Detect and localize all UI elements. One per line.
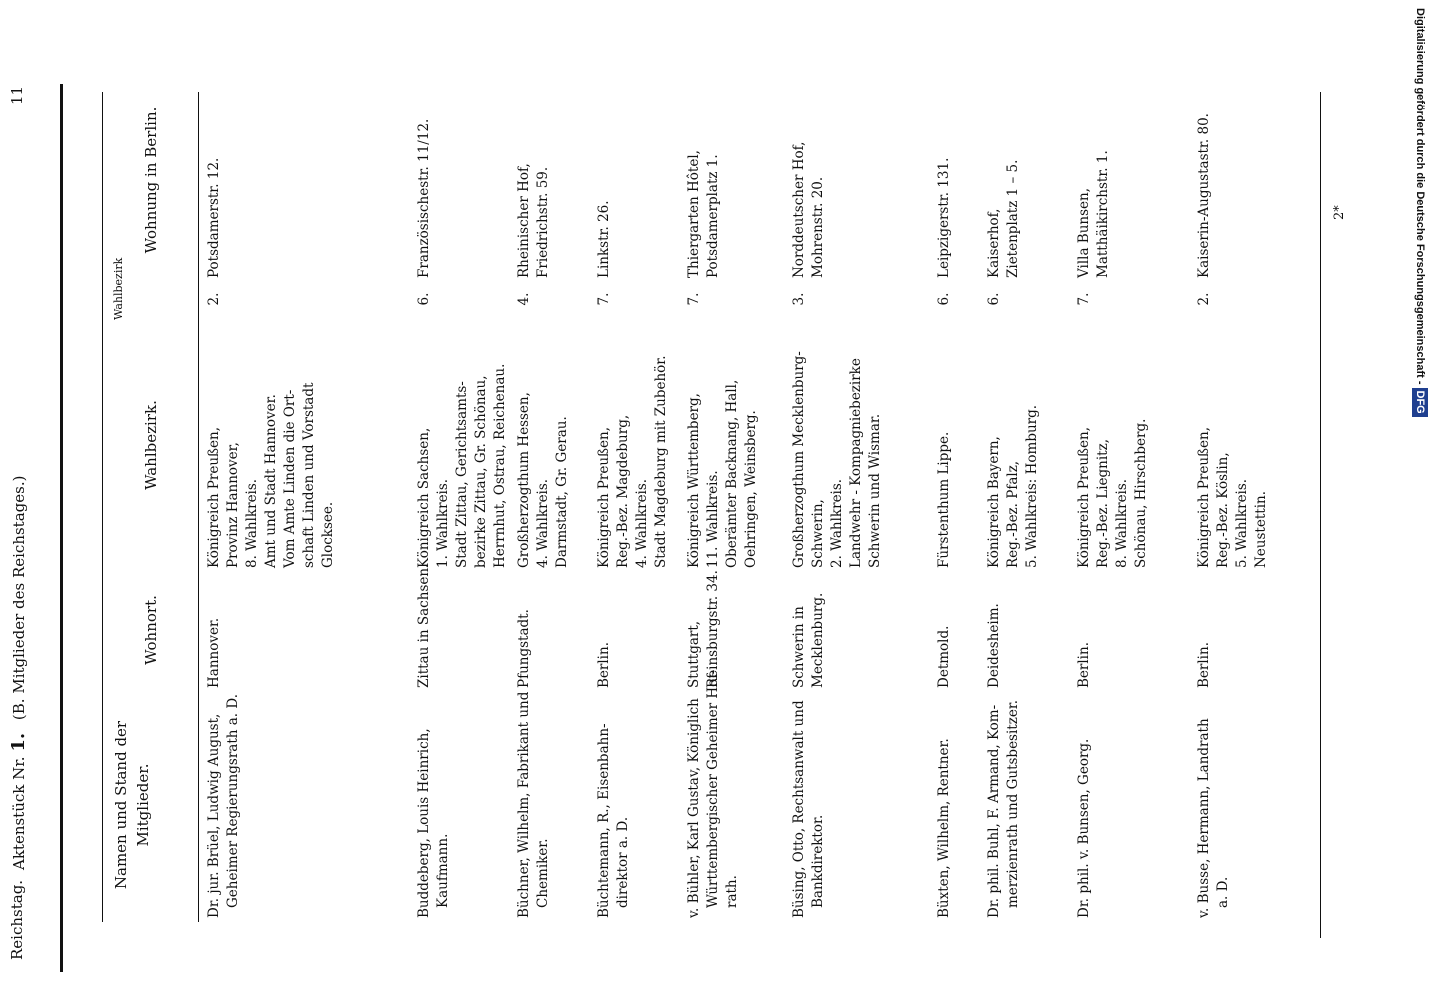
member-residence-line: Berlin. xyxy=(596,642,612,688)
member-district-line: Königreich Preußen, xyxy=(1196,426,1212,568)
member-residence-line: Hannover. xyxy=(206,617,222,688)
member-district-line: Königreich Bayern, xyxy=(986,436,1002,568)
member-district-number xyxy=(1075,282,1094,316)
member-district-line: schaft Linden und Vorstadt xyxy=(301,382,317,568)
member-residence-line: Deidesheim. xyxy=(986,603,1002,688)
member-berlin-address-line: Linkstr. 26. xyxy=(596,200,612,278)
running-head-left: Reichstag. xyxy=(8,879,26,960)
member-name-line: Bankdirektor. xyxy=(810,814,826,908)
member-residence-line: Mecklenburg. xyxy=(810,592,826,688)
member-residence xyxy=(1195,570,1214,688)
member-name-line: v. Busse, Hermann, Landrath xyxy=(1196,718,1212,918)
member-berlin-address-line: Mohrenstr. 20. xyxy=(810,176,826,278)
member-residence-line: Reinsburgstr. 34. xyxy=(705,570,721,688)
member-district-number xyxy=(415,282,434,316)
member-name-line: Büsing, Otto, Rechtsanwalt und xyxy=(791,700,807,918)
member-berlin-address-line: Friedrichstr. 59. xyxy=(535,166,551,278)
member-name-line: Chemiker. xyxy=(535,838,551,908)
member-name xyxy=(205,693,243,918)
member-district xyxy=(515,323,572,568)
member-berlin-address-line: Potsdamerplatz 1. xyxy=(705,154,721,278)
member-berlin-address-line: Potsdamerstr. 12. xyxy=(206,157,222,278)
col-head-district: Wahlbezirk. xyxy=(142,400,160,490)
member-district-line: 8. Wahlkreis. xyxy=(244,478,260,568)
member-district-line: 5. Wahlkreis. xyxy=(1234,478,1250,568)
member-district-line: Königreich Sachsen, xyxy=(416,427,432,568)
member-district-line: 11. Wahlkreis. xyxy=(705,470,721,568)
member-residence-line: Pfungstadt. xyxy=(516,609,532,688)
member-berlin-address xyxy=(935,83,954,278)
member-district-number-line: 7. xyxy=(596,292,612,306)
member-residence xyxy=(985,570,1004,688)
member-district-line: Schönau, Hirschberg. xyxy=(1133,418,1149,568)
member-district xyxy=(685,323,761,568)
member-district-number xyxy=(205,282,224,316)
member-district-line: Fürstenthum Lippe. xyxy=(936,431,952,568)
member-district-line: Neustettin. xyxy=(1253,491,1269,568)
member-district-line: Reg.-Bez. Köslin, xyxy=(1215,452,1231,568)
member-district-number-line: 4. xyxy=(516,292,532,306)
member-name xyxy=(1075,693,1094,918)
table-right-rule xyxy=(1320,92,1321,938)
member-berlin-address-line: Leipzigerstr. 131. xyxy=(936,157,952,278)
table-top-rule xyxy=(102,92,103,922)
member-district-line: Stadt Magdeburg mit Zubehör. xyxy=(653,355,669,568)
member-residence xyxy=(1075,570,1094,688)
member-district xyxy=(1075,323,1151,568)
member-berlin-address-line: Villa Bunsen, xyxy=(1076,187,1092,278)
member-district-number-line: 3. xyxy=(791,292,807,306)
member-name-line: Kaufmann. xyxy=(435,833,451,908)
member-district-number-line: 2. xyxy=(206,292,222,306)
member-berlin-address-line: Französischestr. 11/12. xyxy=(416,118,432,278)
member-name xyxy=(595,693,633,918)
member-name-line: Württembergischer Geheimer Hof- xyxy=(705,669,721,908)
member-district-line: Herrnhut, Ostrau, Reichenau. xyxy=(492,363,508,568)
member-district-number-line: 2. xyxy=(1196,292,1212,306)
member-district-number xyxy=(935,282,954,316)
member-residence-line: Schwerin in xyxy=(791,606,807,688)
member-name xyxy=(415,693,453,918)
member-residence xyxy=(595,570,614,688)
member-district-line: 2. Wahlkreis. xyxy=(829,478,845,568)
col-head-name: Namen und Stand der Mitglieder. xyxy=(112,720,152,890)
member-name-line: Dr. jur. Brüel, Ludwig August, xyxy=(206,713,222,918)
table-header-rule xyxy=(198,92,199,922)
member-district-line: Königreich Preußen, xyxy=(596,426,612,568)
member-district-number xyxy=(515,282,534,316)
footer-mark: 2* xyxy=(1332,205,1347,220)
member-district-line: Stadt Zittau, Gerichtsamts- xyxy=(454,381,470,568)
member-berlin-address-line: Norddeutscher Hof, xyxy=(791,141,807,278)
member-district-number-line: 6. xyxy=(986,292,1002,306)
member-residence xyxy=(685,570,723,688)
member-district-number-line: 6. xyxy=(936,292,952,306)
member-district-line: Königreich Württemberg, xyxy=(686,393,702,568)
member-district xyxy=(415,323,510,568)
member-berlin-address-line: Kaiserin-Augustastr. 80. xyxy=(1196,113,1212,278)
member-district xyxy=(205,323,338,568)
member-residence-line: Berlin. xyxy=(1076,642,1092,688)
member-berlin-address xyxy=(790,83,828,278)
member-district-number xyxy=(685,282,704,316)
member-district-number xyxy=(595,282,614,316)
member-district xyxy=(935,323,954,568)
member-district-line: Amt und Stadt Hannover. xyxy=(263,394,279,568)
member-residence-line: Zittau in Sachsen. xyxy=(416,563,432,688)
member-berlin-address xyxy=(1075,83,1113,278)
member-name-line: merzienrath und Gutsbesitzer. xyxy=(1005,699,1021,908)
member-district-line: Vom Amte Linden die Ort- xyxy=(282,389,298,568)
member-residence-line: Detmold. xyxy=(936,625,952,688)
col-head-district-no: Wahlbezirk xyxy=(112,257,125,320)
member-district-line: Reg.-Bez. Magdeburg, xyxy=(615,414,631,568)
member-district-line: 5. Wahlkreis: Homburg. xyxy=(1024,404,1040,568)
title-number: 1. xyxy=(8,732,29,752)
member-district-number xyxy=(985,282,1004,316)
page-number: 11 xyxy=(8,85,26,105)
member-berlin-address xyxy=(515,83,553,278)
title-suffix: (B. Mitglieder des Reichstages.) xyxy=(10,475,28,721)
member-district xyxy=(595,323,671,568)
member-district-line: Königreich Preußen, xyxy=(1076,426,1092,568)
dfg-logo: DFG xyxy=(1412,388,1428,417)
member-name xyxy=(515,693,553,918)
member-district-number-line: 7. xyxy=(686,292,702,306)
member-name xyxy=(985,693,1023,918)
member-berlin-address-line: Thiergarten Hôtel, xyxy=(686,150,702,278)
member-name xyxy=(685,669,742,918)
member-berlin-address-line: Zietenplatz 1 – 5. xyxy=(1005,159,1021,278)
member-district-line: Königreich Preußen, xyxy=(206,426,222,568)
title-prefix: Aktenstück Nr. xyxy=(10,756,28,870)
digitization-sidebar xyxy=(1408,8,1432,992)
member-district-line: Schwerin und Wismar. xyxy=(867,413,883,568)
member-name-line: direktor a. D. xyxy=(615,816,631,908)
member-district-line: Darmstadt, Gr. Gerau. xyxy=(554,416,570,568)
running-head-title xyxy=(8,476,29,870)
digitization-note: Digitalisierung gefördert durch die Deutsche Forschungsgemeinschaft - xyxy=(1414,8,1426,385)
member-residence-line: Berlin. xyxy=(1196,642,1212,688)
member-name-line: a. D. xyxy=(1215,876,1231,908)
member-district-line: Provinz Hannover, xyxy=(225,442,241,568)
member-name xyxy=(790,693,828,918)
member-district-line: Reg.-Bez. Liegnitz, xyxy=(1095,438,1111,568)
member-berlin-address-line: Rheinischer Hof, xyxy=(516,163,532,278)
member-berlin-address xyxy=(205,83,224,278)
member-name-line: v. Bühler, Karl Gustav, Königlich xyxy=(686,698,702,918)
member-name-line: Büchtemann, R., Eisenbahn- xyxy=(596,723,612,918)
member-district-line: 4. Wahlkreis. xyxy=(634,478,650,568)
member-berlin-address xyxy=(985,83,1023,278)
member-residence xyxy=(790,570,828,688)
head-rule xyxy=(60,84,63,972)
member-district-number xyxy=(790,282,809,316)
member-district-line: 8. Wahlkreis. xyxy=(1114,478,1130,568)
member-residence xyxy=(205,570,224,688)
member-name-line: rath. xyxy=(724,875,740,908)
member-berlin-address xyxy=(415,83,434,278)
member-district-number xyxy=(1195,282,1214,316)
member-district-number-line: 6. xyxy=(416,292,432,306)
member-district xyxy=(1195,323,1271,568)
member-name xyxy=(935,693,954,918)
member-name xyxy=(1195,693,1233,918)
member-district-line: Landwehr - Kompagniebezirke xyxy=(848,358,864,568)
member-district-line: Glocksee. xyxy=(320,501,336,568)
member-berlin-address xyxy=(595,83,614,278)
member-name-line: Büxten, Wilhelm, Rentner. xyxy=(936,738,952,918)
member-residence xyxy=(935,570,954,688)
member-district-line: Großherzogthum Mecklenburg- xyxy=(791,351,807,568)
member-residence xyxy=(415,563,434,688)
col-head-berlin: Wohnung in Berlin. xyxy=(142,106,160,254)
member-residence xyxy=(515,570,534,688)
member-district-line: Reg.-Bez. Pfalz, xyxy=(1005,460,1021,568)
member-district xyxy=(985,323,1042,568)
member-name-line: Dr. phil. v. Bunsen, Georg. xyxy=(1076,738,1092,918)
member-district-line: Oehringen, Weinsberg. xyxy=(743,410,759,568)
member-district xyxy=(790,323,885,568)
member-name-line: Büchner, Wilhelm, Fabrikant und xyxy=(516,691,532,918)
member-berlin-address xyxy=(685,83,723,278)
member-district-line: bezirke Zittau, Gr. Schönau, xyxy=(473,375,489,568)
member-name-line: Dr. phil. Buhl, F. Armand, Kom- xyxy=(986,704,1002,918)
member-berlin-address xyxy=(1195,83,1214,278)
member-residence-line: Stuttgart, xyxy=(686,620,702,688)
member-berlin-address-line: Matthäikirchstr. 1. xyxy=(1095,150,1111,278)
col-head-residence: Wohnort. xyxy=(142,595,160,665)
member-district-line: 1. Wahlkreis. xyxy=(435,478,451,568)
member-berlin-address-line: Kaiserhof, xyxy=(986,208,1002,278)
member-name-line: Buddeberg, Louis Heinrich, xyxy=(416,728,432,918)
member-name-line: Geheimer Regierungsrath a. D. xyxy=(225,693,241,908)
member-district-line: 4. Wahlkreis. xyxy=(535,478,551,568)
member-district-number-line: 7. xyxy=(1076,292,1092,306)
member-district-line: Schwerin, xyxy=(810,499,826,568)
member-district-line: Oberämter Backnang, Hall, xyxy=(724,379,740,568)
member-district-line: Großherzogthum Hessen, xyxy=(516,392,532,568)
